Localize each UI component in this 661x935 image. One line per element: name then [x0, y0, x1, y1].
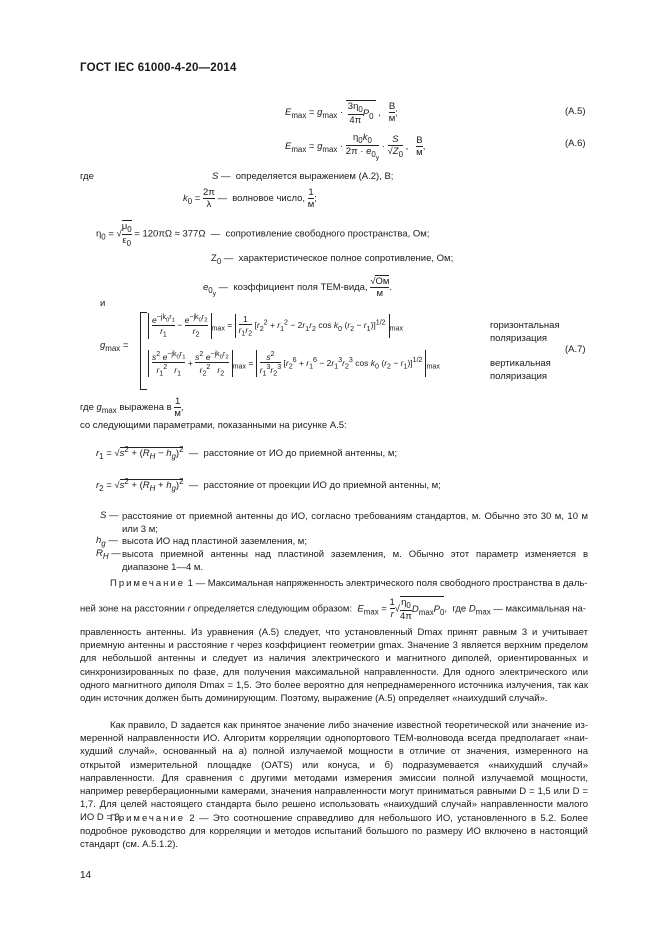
note2: Примечание 2 — Это соотношение справедливо для небольшого ИО, установленного в 5.2. Более подробное руководство для корреляции и методов испытаний большого по размеру ИО включено в настоящий стандарт (см. А.5.1.2).	[80, 813, 588, 851]
a7-row2: $\frac{s^2 e^{-jk_0r_1}}{r_1^2 r_1}$ + $\frac{s^2 e^{-jk_0r_2}}{r_2^2 r_2}$ $_{max}$ = $\frac{s^2}{r_1^3r_2^3}$ [$r_2^6 + r_1^6 - 2r_1^3r_2^3$ $\cos k_0$ $(r_2 - r_1)]^{1/2}_{max}$	[148, 350, 440, 377]
definition-r2: $r_2 = √s^2 + (R_H + h_g)^2$ — расстояние от проекции ИО до приемной антенны, м;	[96, 477, 441, 494]
note1-line2: ней зоне на расстоянии r определяется следующим образом: $E_{max}$ = $\frac{1}{r}$ √ $\frac{\eta_0}{4\pi}$ $D_{max}P_0$, где $D_{max}$ — максимальная на-	[80, 597, 586, 622]
note1-body: правленность антенны. Из уравнения (А.5) следует, что установленный Dmax принят равным 3 и учитывает приемную антенны и расстояние r через коэффициент геометрии gmax. Значение 3 является верхним пределом для небольшой антенны и следует из наличия электрического и магнитного диполей, ориентированных и синхронизированных по фазе, для получения максимальной направленности. Для одного электрического или одного магнитного диполя Dmax = 1,5. Это более вероятно для непреднамеренного источника излучения, так как один источник должен быть доминирующим. Поэтому, выражение (А.5) определяет «наихудший случай».	[80, 627, 588, 705]
definition-s: S — определяется выражением (А.2), В;	[212, 171, 394, 182]
page-number: 14	[80, 870, 92, 881]
legend-rh-text: высота приемной антенны над пластиной заземления, м. Обычно этот параметр изменяется в диапазоне 1—4 м.	[122, 549, 588, 574]
equation-number-a7: (А.7)	[565, 344, 586, 355]
legend-hg-symbol: $h_g$ —	[96, 535, 118, 548]
definition-e0y: $e_{0_y}$ — коэффициент поля ТЕМ-вида, √Ом м .	[203, 276, 393, 299]
definition-r1: $r_1 = √s^2 + (R_H - h_g)^2$ — расстояние от ИО до приемной антенны, м;	[96, 445, 397, 462]
legend-s-symbol: S —	[100, 510, 119, 521]
definition-eta0: $\eta_0$ = √ $\frac{\mu_0}{\varepsilon_0}$ = 120πΩ ≈ 377Ω — сопротивление свободного пространства, Ом;	[96, 221, 430, 248]
a7-label-horizontal-2: поляризация	[490, 333, 548, 344]
note2-label: Примечание	[110, 813, 185, 824]
equation-number-a5: (А.5)	[565, 106, 586, 117]
and-label: и	[100, 298, 106, 309]
definition-k0: $k_0$ = $\frac{2\pi}{\lambda}$ — волновое число, 1 м ;	[183, 187, 317, 210]
note1-label: Примечание	[110, 578, 185, 589]
a7-label-vertical-1: вертикальная	[490, 358, 551, 369]
document-header: ГОСТ IEC 61000-4-20—2014	[80, 62, 237, 74]
definition-z0: $Z_0$ — характеристическое полное сопротивление, Ом;	[211, 253, 454, 266]
equation-a6: $E_{max} = g_{max}$ · $\frac{\eta_0k_0}{2\pi \cdot e_{0_y}}$ · $\frac{S}{√Z_0}$ , В м ,	[285, 132, 426, 162]
note1-line1: Примечание 1 — Максимальная напряженность электрического поля свободного пространства в даль-	[110, 578, 588, 589]
legend-rh-symbol: $R_H$ —	[96, 548, 121, 561]
where-label: где	[80, 171, 94, 182]
a7-brace	[140, 312, 147, 390]
params-intro: со следующими параметрами, показанными на рисунке А.5:	[80, 420, 347, 431]
a7-row1: $\frac{e^{-jk_0r_1}}{r_1}$ − $\frac{e^{-jk_0r_2}}{r_2}$ $_{max}$ = $\frac{1}{r_1r_2}$ [$r_2^2 + r_1^2 - 2r_1r_2$ $\cos k_0$ $(r_2 - r_1)]^{1/2}_{max}$	[148, 313, 403, 339]
legend-s-text: расстояние от приемной антенны до ИО, согласно требованиям стандартов, м. Обычно это 30 м, 10 м или 3 м;	[122, 511, 588, 536]
legend-hg-text: высота ИО над пластиной заземления, м;	[122, 536, 307, 547]
equation-a5: $E_{max} = g_{max}$ · $\frac{3\eta_0}{4\pi}$ $P_0$ , В м ;	[285, 101, 398, 126]
equation-number-a6: (А.6)	[565, 138, 586, 149]
a7-label-vertical-2: поляризация	[490, 371, 548, 382]
main-paragraph: Как правило, D задается как принятое значение либо значение известной теоретической или значение измеренной направленности ИО. Алгоритм корреляции однопортового ТЕМ-волновода всегда предполагает «наихудший случай», основанный на а) полной излучаемой мощности в отличие от значения, измеренного на открытой измерительной площадке (OATS) или конуса, и б) подразумевается «наихудший случай» направленности. Для сравнения с другими методами измерения эмиссии полной излучаемой мощности, например реверберационными камерами, значения направленности могут приниматься равными D = 1,5 или D = 1,7. Для целей настоящего стандарта было решено использовать «наихудший случай» направленности малого ИО D = 3.	[80, 720, 588, 824]
gmax-units-line: где $g_{max}$ выражена в 1 м ,	[80, 396, 184, 419]
gmax-lhs: $g_{max}$ =	[100, 340, 129, 353]
a7-label-horizontal-1: горизонтальная	[490, 320, 560, 331]
